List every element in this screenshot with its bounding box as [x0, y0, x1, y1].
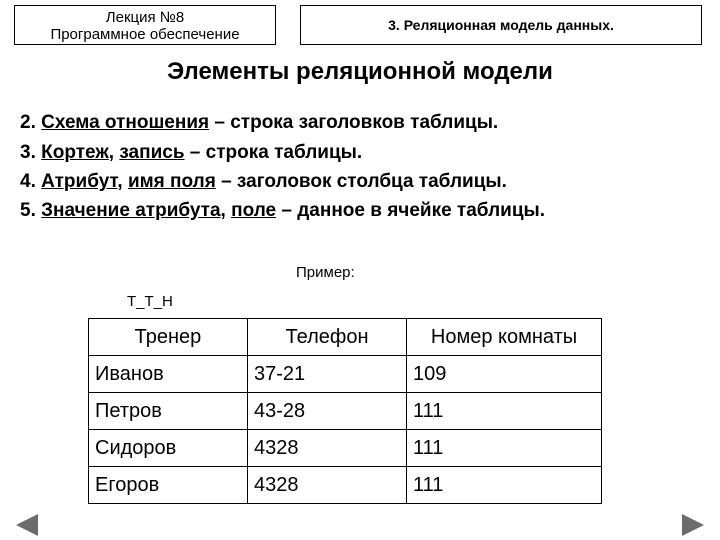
course-name: Программное обеспечение — [50, 26, 240, 43]
definition-line-4 — [20, 171, 507, 193]
table-cell: 43-28 — [248, 393, 407, 430]
lecture-number: Лекция №8 — [105, 9, 185, 26]
table-row — [89, 430, 602, 467]
item-number: 4. — [20, 171, 36, 192]
definition-text: – заголовок столбца таблицы. — [215, 171, 507, 192]
table-cell: 4328 — [248, 467, 407, 504]
triangle-left-icon[interactable] — [16, 514, 38, 536]
relation-table — [88, 318, 602, 504]
definition-line-5 — [20, 200, 545, 222]
item-number: 2. — [20, 112, 36, 133]
definition-text: – данное в ячейке таблицы. — [276, 200, 545, 221]
term-alt: имя поля — [127, 171, 216, 192]
table-cell: Иванов — [89, 356, 248, 393]
definition-line-2 — [20, 112, 498, 134]
term: Значение атрибута — [41, 200, 221, 221]
table-cell: 111 — [407, 393, 602, 430]
term: Схема отношения — [41, 112, 210, 133]
table-header-row — [89, 319, 602, 356]
term: Кортеж — [41, 142, 109, 163]
definition-text: – строка заголовков таблицы. — [209, 112, 499, 133]
slide-title: Элементы реляционной модели — [167, 58, 553, 85]
item-number: 5. — [20, 200, 36, 221]
definition-text: – строка таблицы. — [184, 142, 363, 163]
relation-name: Т_Т_Н — [127, 293, 173, 310]
table-cell: Сидоров — [89, 430, 248, 467]
table-cell: 111 — [407, 467, 602, 504]
separator: , — [108, 142, 120, 163]
table-cell: 37-21 — [248, 356, 407, 393]
column-header: Номер комнаты — [407, 319, 602, 356]
lecture-header-box — [14, 5, 276, 45]
table-row — [89, 356, 602, 393]
section-header: 3. Реляционная модель данных. — [300, 5, 702, 45]
column-header: Тренер — [89, 319, 248, 356]
separator: , — [117, 171, 128, 192]
example-label: Пример: — [296, 264, 355, 281]
table-cell: 109 — [407, 356, 602, 393]
column-header: Телефон — [248, 319, 407, 356]
term: Атрибут — [41, 171, 118, 192]
table-cell: Егоров — [89, 467, 248, 504]
separator: , — [220, 200, 232, 221]
table-row — [89, 393, 602, 430]
triangle-right-icon[interactable] — [682, 514, 704, 536]
term-alt: поле — [231, 200, 277, 221]
table-row — [89, 467, 602, 504]
table-cell: 4328 — [248, 430, 407, 467]
table-cell: Петров — [89, 393, 248, 430]
item-number: 3. — [20, 142, 36, 163]
term-alt: запись — [119, 142, 185, 163]
table-cell: 111 — [407, 430, 602, 467]
definition-line-3 — [20, 142, 362, 164]
